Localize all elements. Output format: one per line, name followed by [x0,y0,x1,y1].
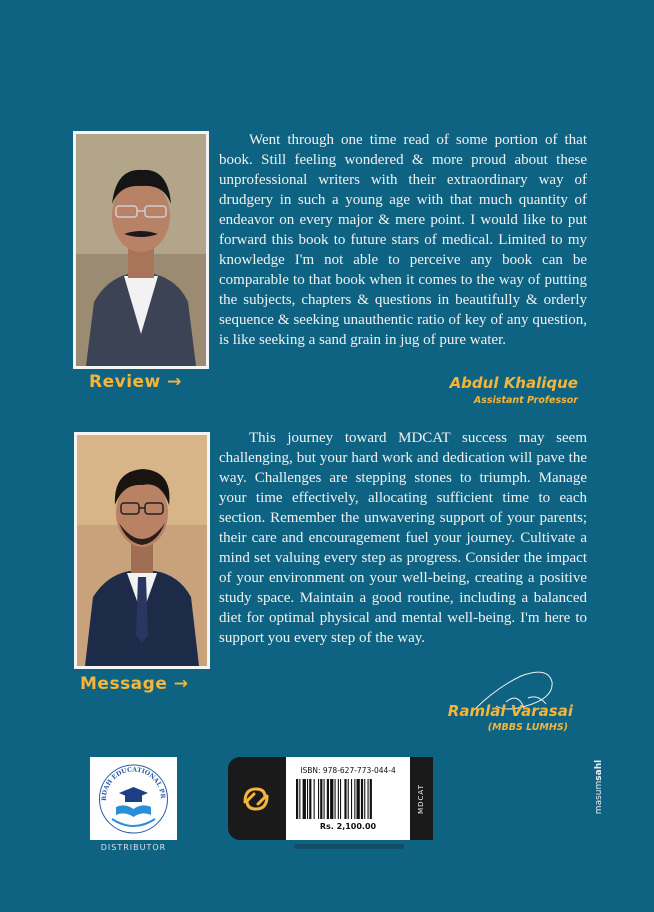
review-author-title: Assistant Professor [473,395,578,406]
reviewer-photo [73,131,209,369]
barcode-bar [335,779,336,819]
mdcat-label: MDCAT [417,784,425,814]
barcode-bar [340,779,341,819]
barcode-bar [320,779,322,819]
designer-credit [594,760,604,814]
barcode-bar [309,779,311,819]
price-text: Rs. 2,100.00 [319,822,377,831]
review-author-name: Abdul Khalique [449,374,578,392]
publisher-name: RDAH EDUCATIONAL PR [100,766,167,801]
distributor-label: DISTRIBUTOR [100,843,167,852]
barcode-bar [314,779,315,819]
barcode-bar [357,779,360,819]
barcode-bar [324,779,325,819]
barcode [296,779,400,819]
decorative-strip [294,844,404,849]
author-photo [74,432,210,669]
review-text: Went through one time read of some portion of that book. Still feeling wondered & more proud about these unprofessional writers with their extraordinary way of drudgery in such a young age with that much quantity of endeavor on every major & mere point. I would like to put forward this book to future stars of medical. Limited to my knowledge I'm not able to perceive any book can be comparable to that book when it comes to the way of putting the subjects, chapters & questions in beautifully & orderly sequence & seeking unauthentic ratio of key of any question, is like seeking a sand grain in jug of pure water. [219,132,587,348]
barcode-bar [354,779,355,819]
review-label: Review → [89,372,182,392]
message-author-title: (MBBS LUMHS) [487,722,568,733]
message-author-name: Ramlal Varasai [447,702,573,720]
barcode-panel [286,757,410,840]
message-label: Message → [80,674,189,694]
barcode-bar [368,779,369,819]
barcode-bar [307,779,308,819]
publisher-logo [90,757,177,840]
isbn-text: ISBN: 978-627-773-044-4 [300,766,396,775]
credit-bold: sahl [594,759,604,781]
barcode-bar [338,779,339,819]
barcode-bar [370,779,372,819]
barcode-bar [344,779,346,819]
barcode-bar [303,779,306,819]
message-text: This journey toward MDCAT success may seem challenging, but your hard work and dedication will pave the way. Challenges are stepping stones to triumph. Manage your time effectively, allocating sufficient time to each section. Remember the unwavering support of your parents; their care and encouragement fuel your journey. Cultivate a mind set valuing every step as progress. Consider the impact of your environment on your well-being, creating a positive study space. Maintain a good routine, including a balanced diet for optimal physical and mental well-being. I'm here to support you every step of the way. [219,430,587,646]
credit-light: masum [594,780,604,815]
barcode-bar [299,779,300,819]
brand-logo-tile [228,757,286,840]
brand-logo-icon [241,784,271,814]
barcode-bar [318,779,319,819]
barcode-bar [361,779,363,819]
barcode-bar [330,779,333,819]
barcode-bar [327,779,329,819]
barcode-bar [364,779,365,819]
barcode-bar [296,779,298,819]
barcode-bar [348,779,349,819]
barcode-bar [351,779,352,819]
spine-label-box [410,757,433,840]
